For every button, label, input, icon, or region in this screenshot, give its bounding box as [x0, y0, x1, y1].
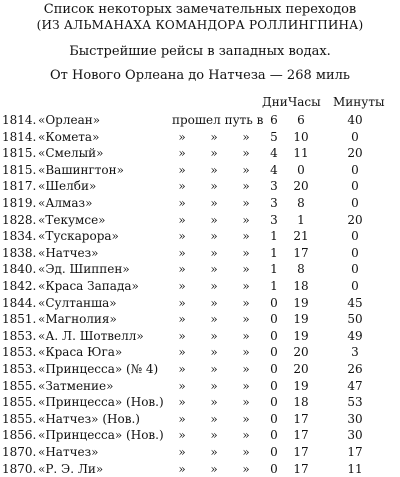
ditto-mark: »: [178, 428, 186, 443]
row-year: 1814.: [2, 113, 37, 127]
row-days: 5: [270, 129, 278, 144]
ditto-mark: »: [210, 295, 218, 310]
ditto-mark: »: [178, 362, 186, 376]
row-days: 0: [270, 345, 278, 360]
row-minutes: 0: [351, 196, 359, 210]
table-row: [0, 411, 400, 427]
ditto-mark: »: [210, 461, 218, 476]
row-boat-name: «Принцесса» (№ 4): [38, 362, 159, 376]
table-row: [0, 278, 400, 294]
row-minutes: 0: [351, 245, 359, 260]
row-year: 1815.: [2, 146, 37, 161]
ditto-mark: »: [242, 229, 250, 244]
row-hours: 17: [293, 245, 309, 260]
row-year: 1853.: [2, 328, 37, 343]
ditto-mark: »: [242, 411, 250, 426]
ditto-mark: »: [210, 279, 218, 293]
row-boat-name: «Султанша»: [38, 295, 117, 310]
table-row: [0, 444, 400, 460]
row-minutes: 30: [347, 428, 363, 443]
ditto-mark: »: [210, 146, 218, 161]
row-boat-name: «Принцесса» (Нов.): [38, 395, 164, 410]
ditto-mark: »: [178, 445, 186, 459]
ditto-mark: »: [242, 179, 250, 194]
row-days: 3: [270, 212, 278, 227]
row-hours: 8: [297, 196, 305, 210]
row-year: 1814.: [2, 129, 37, 144]
ditto-mark: »: [178, 146, 186, 161]
row-days: 0: [270, 328, 278, 343]
row-minutes: 0: [351, 262, 359, 277]
table-row: [0, 427, 400, 443]
row-year: 1844.: [2, 295, 37, 310]
row-days: 3: [270, 179, 278, 194]
ditto-mark: »: [178, 196, 186, 210]
row-hours: 20: [293, 179, 309, 194]
row-boat-name: «Смелый»: [38, 146, 104, 161]
section-heading: Быстрейшие рейсы в западных водах.: [69, 44, 331, 59]
row-boat-name: «Натчез»: [38, 445, 99, 459]
table-row: [0, 261, 400, 277]
ditto-mark: »: [242, 395, 250, 410]
ditto-mark: »: [210, 245, 218, 260]
ditto-mark: »: [210, 129, 218, 144]
row-year: 1851.: [2, 312, 37, 327]
ditto-mark: »: [242, 279, 250, 293]
ditto-mark: »: [210, 411, 218, 426]
table-row: [0, 461, 400, 477]
ditto-mark: »: [210, 445, 218, 459]
row-hours: 10: [293, 129, 309, 144]
row-hours: 17: [293, 445, 309, 459]
row-minutes: 50: [347, 312, 363, 327]
row-days: 4: [270, 146, 278, 161]
table-row: [0, 129, 400, 145]
row-days: 0: [270, 362, 278, 376]
table-row: [0, 212, 400, 228]
row-minutes: 0: [351, 279, 359, 293]
ditto-mark: »: [242, 162, 250, 177]
ditto-mark: »: [178, 229, 186, 244]
route-heading: От Нового Орлеана до Натчеза — 268 миль: [50, 68, 350, 83]
ditto-mark: »: [242, 245, 250, 260]
row-minutes: 40: [347, 113, 363, 127]
row-days: 0: [270, 461, 278, 476]
row-minutes: 0: [351, 129, 359, 144]
row-year: 1828.: [2, 212, 37, 227]
column-header-hours: Часы: [288, 95, 321, 109]
row-hours: 8: [297, 262, 305, 277]
row-hours: 11: [293, 146, 309, 161]
ditto-mark: »: [242, 428, 250, 443]
ditto-mark: »: [178, 129, 186, 144]
ditto-mark: »: [242, 312, 250, 327]
row-hours: 20: [293, 345, 309, 360]
ditto-mark: »: [178, 345, 186, 360]
table-row: [0, 361, 400, 377]
table-row: [0, 245, 400, 261]
row-boat-name: «Краса Запада»: [38, 279, 139, 293]
ditto-mark: »: [178, 295, 186, 310]
row-minutes: 30: [347, 411, 363, 426]
row-year: 1855.: [2, 411, 37, 426]
ditto-mark: »: [178, 212, 186, 227]
ditto-mark: »: [210, 428, 218, 443]
ditto-mark: »: [178, 279, 186, 293]
row-boat-name: «Шелби»: [38, 179, 97, 194]
row-minutes: 20: [347, 146, 363, 161]
row-minutes: 45: [347, 295, 363, 310]
row-days: 1: [270, 245, 278, 260]
row-boat-name: «Орлеан»: [38, 113, 101, 127]
ditto-mark: »: [210, 212, 218, 227]
row-hours: 20: [293, 362, 309, 376]
row-minutes: 26: [347, 362, 363, 376]
column-header-minutes: Минуты: [333, 95, 385, 109]
ditto-mark: »: [178, 411, 186, 426]
ditto-mark: »: [242, 378, 250, 393]
ditto-mark: »: [242, 129, 250, 144]
ditto-mark: »: [178, 179, 186, 194]
row-hours: 19: [293, 378, 309, 393]
column-header-days: Дни: [262, 95, 288, 109]
row-days: 0: [270, 378, 278, 393]
table-row: [0, 162, 400, 178]
row-hours: 19: [293, 328, 309, 343]
table-row: [0, 178, 400, 194]
ditto-mark: »: [210, 162, 218, 177]
row-hours: 21: [293, 229, 309, 244]
row-boat-name: «Эд. Шиппен»: [38, 262, 130, 277]
table-row: [0, 112, 400, 128]
ditto-mark: »: [210, 229, 218, 244]
row-hours: 19: [293, 312, 309, 327]
row-minutes: 17: [347, 445, 363, 459]
ditto-mark: »: [242, 146, 250, 161]
row-minutes: 53: [347, 395, 363, 410]
ditto-mark: »: [178, 262, 186, 277]
row-days: 0: [270, 428, 278, 443]
table-row: [0, 378, 400, 394]
row-boat-name: «Алмаз»: [38, 196, 93, 210]
row-year: 1855.: [2, 395, 37, 410]
ditto-mark: »: [242, 328, 250, 343]
table-row: [0, 145, 400, 161]
row-days: 1: [270, 229, 278, 244]
ditto-mark: »: [242, 362, 250, 376]
row-days: 1: [270, 279, 278, 293]
ditto-mark: »: [210, 328, 218, 343]
ditto-mark: »: [210, 179, 218, 194]
row-year: 1817.: [2, 179, 37, 194]
row-boat-name: «Затмение»: [38, 378, 114, 393]
row-year: 1853.: [2, 345, 37, 360]
ditto-mark: »: [242, 212, 250, 227]
row-year: 1842.: [2, 279, 37, 293]
row-year: 1855.: [2, 378, 37, 393]
ditto-mark: »: [210, 196, 218, 210]
ditto-mark: »: [242, 262, 250, 277]
row-phrase: прошел путь в: [172, 113, 264, 127]
table-row: [0, 228, 400, 244]
row-hours: 17: [293, 461, 309, 476]
table-row: [0, 328, 400, 344]
row-hours: 18: [293, 395, 309, 410]
row-days: 0: [270, 295, 278, 310]
row-year: 1853.: [2, 362, 37, 376]
row-days: 6: [270, 113, 278, 127]
table-row: [0, 295, 400, 311]
list-source: (ИЗ АЛЬМАНАХА КОМАНДОРА РОЛЛИНГПИНА): [36, 18, 364, 32]
row-boat-name: «Принцесса» (Нов.): [38, 428, 164, 443]
row-days: 0: [270, 445, 278, 459]
row-year: 1856.: [2, 428, 37, 443]
row-year: 1870.: [2, 445, 37, 459]
row-boat-name: «А. Л. Шотвелл»: [38, 328, 144, 343]
row-days: 0: [270, 411, 278, 426]
row-year: 1840.: [2, 262, 37, 277]
row-boat-name: «Тускарора»: [38, 229, 119, 244]
row-year: 1834.: [2, 229, 37, 244]
row-year: 1838.: [2, 245, 37, 260]
row-minutes: 0: [351, 179, 359, 194]
row-days: 0: [270, 312, 278, 327]
row-boat-name: «Вашингтон»: [38, 162, 124, 177]
ditto-mark: »: [210, 378, 218, 393]
row-minutes: 47: [347, 378, 363, 393]
ditto-mark: »: [242, 461, 250, 476]
row-minutes: 49: [347, 328, 363, 343]
table-row: [0, 394, 400, 410]
row-hours: 17: [293, 428, 309, 443]
ditto-mark: »: [242, 445, 250, 459]
row-minutes: 20: [347, 212, 363, 227]
row-year: 1819.: [2, 196, 37, 210]
row-year: 1870.: [2, 461, 37, 476]
ditto-mark: »: [242, 295, 250, 310]
ditto-mark: »: [210, 362, 218, 376]
row-boat-name: «Натчез»: [38, 245, 99, 260]
row-days: 0: [270, 395, 278, 410]
table-row: [0, 311, 400, 327]
row-days: 4: [270, 162, 278, 177]
row-hours: 1: [297, 212, 305, 227]
ditto-mark: »: [210, 312, 218, 327]
row-hours: 0: [297, 162, 305, 177]
list-title: Список некоторых замечательных переходов: [43, 2, 357, 17]
row-days: 3: [270, 196, 278, 210]
table-row: [0, 195, 400, 211]
row-minutes: 3: [351, 345, 359, 360]
ditto-mark: »: [210, 262, 218, 277]
row-year: 1815.: [2, 162, 37, 177]
row-hours: 19: [293, 295, 309, 310]
row-boat-name: «Текумсе»: [38, 212, 106, 227]
row-minutes: 0: [351, 229, 359, 244]
row-boat-name: «Натчез» (Нов.): [38, 411, 140, 426]
row-boat-name: «Магнолия»: [38, 312, 117, 327]
row-minutes: 0: [351, 162, 359, 177]
ditto-mark: »: [178, 245, 186, 260]
ditto-mark: »: [210, 395, 218, 410]
ditto-mark: »: [178, 378, 186, 393]
row-hours: 18: [293, 279, 309, 293]
ditto-mark: »: [242, 196, 250, 210]
row-minutes: 11: [347, 461, 363, 476]
table-row: [0, 344, 400, 360]
ditto-mark: »: [178, 395, 186, 410]
ditto-mark: »: [242, 345, 250, 360]
row-hours: 17: [293, 411, 309, 426]
row-boat-name: «Комета»: [38, 129, 100, 144]
row-hours: 6: [297, 113, 305, 127]
ditto-mark: »: [210, 345, 218, 360]
ditto-mark: »: [178, 162, 186, 177]
ditto-mark: »: [178, 461, 186, 476]
row-days: 1: [270, 262, 278, 277]
ditto-mark: »: [178, 312, 186, 327]
row-boat-name: «Р. Э. Ли»: [38, 461, 104, 476]
ditto-mark: »: [178, 328, 186, 343]
row-boat-name: «Краса Юга»: [38, 345, 123, 360]
